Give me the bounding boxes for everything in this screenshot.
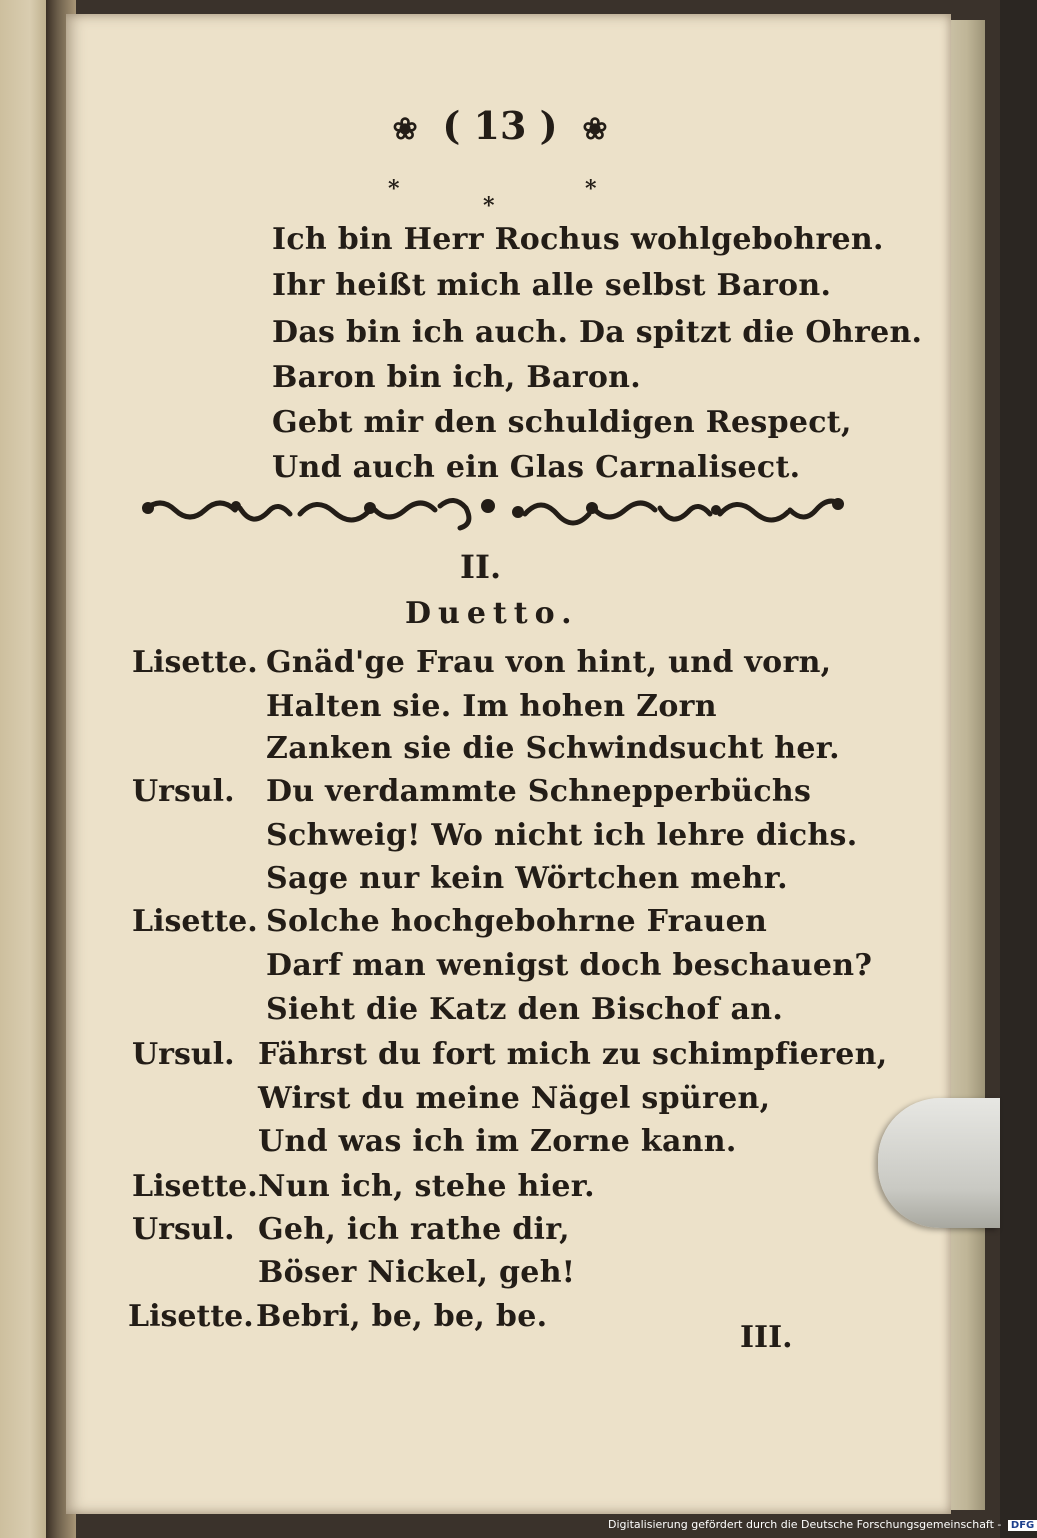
dialogue-line: Sieht die Katz den Bischof an. <box>266 992 784 1027</box>
speaker-name: Ursul. <box>132 1212 235 1247</box>
verse-line: Das bin ich auch. Da spitzt die Ohren. <box>272 315 923 350</box>
verse-line: Baron bin ich, Baron. <box>272 360 642 395</box>
verse-line: Ihr heißt mich alle selbst Baron. <box>272 268 832 303</box>
dfg-logo: DFG <box>1008 1520 1037 1531</box>
decorative-scroll-rule-icon <box>140 488 845 536</box>
dialogue-line: Bebri, be, be, be. <box>256 1299 548 1334</box>
flower-ornament-left-icon: ❀ <box>392 112 418 147</box>
flower-ornament-right-icon: ❀ <box>582 112 608 147</box>
dialogue-line: Gnäd'ge Frau von hint, und vorn, <box>266 645 832 680</box>
section-title: Duetto. <box>405 596 579 631</box>
speaker-name: Lisette. <box>132 1169 258 1204</box>
dialogue-line: Solche hochgebohrne Frauen <box>266 904 768 939</box>
dialogue-line: Fährst du fort mich zu schimpfieren, <box>258 1037 888 1072</box>
dialogue-line: Geh, ich rathe dir, <box>258 1212 570 1247</box>
speaker-name: Ursul. <box>132 1037 235 1072</box>
dialogue-line: Du verdammte Schnepperbüchs <box>266 774 812 809</box>
verse-line: Und auch ein Glas Carnalisect. <box>272 450 801 485</box>
speaker-name: Ursul. <box>132 774 235 809</box>
star-asterisk: * <box>388 176 400 202</box>
dialogue-line: Halten sie. Im hohen Zorn <box>266 689 717 724</box>
footer-text: Digitalisierung gefördert durch die Deutsche Forschungsgemeinschaft - <box>608 1518 1002 1531</box>
dialogue-line: Schweig! Wo nicht ich lehre dichs. <box>266 818 858 853</box>
dialogue-line: Darf man wenigst doch beschauen? <box>266 948 873 983</box>
digitization-footer <box>608 1518 1037 1531</box>
speaker-name: Lisette. <box>132 904 258 939</box>
page-number: ( 13 ) <box>442 103 558 148</box>
star-asterisk: * <box>585 176 597 202</box>
page-header <box>330 98 670 154</box>
section-number: II. <box>460 548 502 586</box>
page-clip <box>878 1098 1000 1228</box>
dialogue-line: Sage nur kein Wörtchen mehr. <box>266 861 788 896</box>
speaker-name: Lisette. <box>128 1299 254 1334</box>
dialogue-line: Böser Nickel, geh! <box>258 1255 576 1290</box>
dialogue-line: Nun ich, stehe hier. <box>258 1169 595 1204</box>
left-page-edge <box>0 0 50 1538</box>
star-asterisk: * <box>483 193 495 219</box>
dialogue-line: Zanken sie die Schwindsucht her. <box>266 731 840 766</box>
catchword: III. <box>740 1320 793 1355</box>
dialogue-line: Und was ich im Zorne kann. <box>258 1124 737 1159</box>
verse-line: Gebt mir den schuldigen Respect, <box>272 405 852 440</box>
verse-line: Ich bin Herr Rochus wohlgebohren. <box>272 222 884 257</box>
speaker-name: Lisette. <box>132 645 258 680</box>
dialogue-line: Wirst du meine Nägel spüren, <box>258 1081 771 1116</box>
